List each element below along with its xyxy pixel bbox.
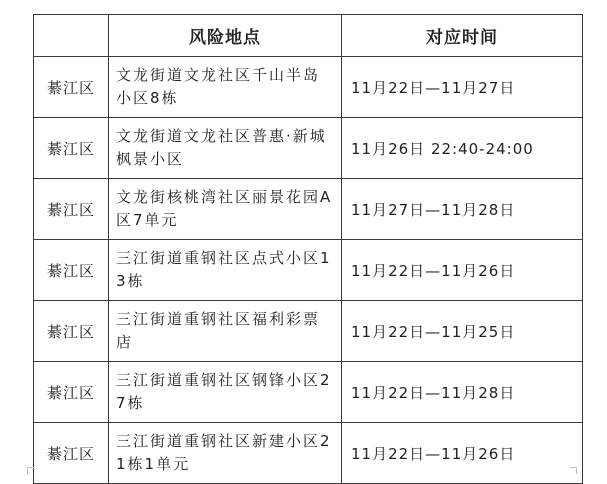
table-row <box>34 179 583 240</box>
location-cell: 文龙街道文龙社区普惠·新城枫景小区 <box>109 118 342 179</box>
location-cell: 三江街道重钢社区新建小区21栋1单元 <box>109 423 342 484</box>
time-cell: 11月26日 22:40-24:00 <box>342 118 583 179</box>
location-cell: 文龙街道文龙社区千山半岛小区8栋 <box>109 57 342 118</box>
district-cell: 綦江区 <box>34 423 109 484</box>
header-corresponding-time: 对应时间 <box>342 15 583 57</box>
header-district <box>34 15 109 57</box>
risk-location-table <box>33 14 583 484</box>
table-row <box>34 57 583 118</box>
location-cell: 三江街道重钢社区点式小区13栋 <box>109 240 342 301</box>
location-cell: 三江街道重钢社区钢锋小区27栋 <box>109 362 342 423</box>
table-row <box>34 240 583 301</box>
time-cell: 11月27日—11月28日 <box>342 179 583 240</box>
header-risk-location: 风险地点 <box>109 15 342 57</box>
table-row <box>34 362 583 423</box>
district-cell: 綦江区 <box>34 179 109 240</box>
time-cell: 11月22日—11月26日 <box>342 240 583 301</box>
table-row <box>34 301 583 362</box>
district-cell: 綦江区 <box>34 301 109 362</box>
page-corner-marker-right <box>570 467 577 474</box>
table-row <box>34 118 583 179</box>
time-cell: 11月22日—11月28日 <box>342 362 583 423</box>
district-cell: 綦江区 <box>34 362 109 423</box>
table-header-row <box>34 15 583 57</box>
location-cell: 文龙街核桃湾社区丽景花园A区7单元 <box>109 179 342 240</box>
district-cell: 綦江区 <box>34 57 109 118</box>
time-cell: 11月22日—11月26日 <box>342 423 583 484</box>
location-cell: 三江街道重钢社区福利彩票店 <box>109 301 342 362</box>
table-row <box>34 423 583 484</box>
time-cell: 11月22日—11月27日 <box>342 57 583 118</box>
page-corner-marker-left <box>27 467 34 474</box>
district-cell: 綦江区 <box>34 118 109 179</box>
district-cell: 綦江区 <box>34 240 109 301</box>
time-cell: 11月22日—11月25日 <box>342 301 583 362</box>
